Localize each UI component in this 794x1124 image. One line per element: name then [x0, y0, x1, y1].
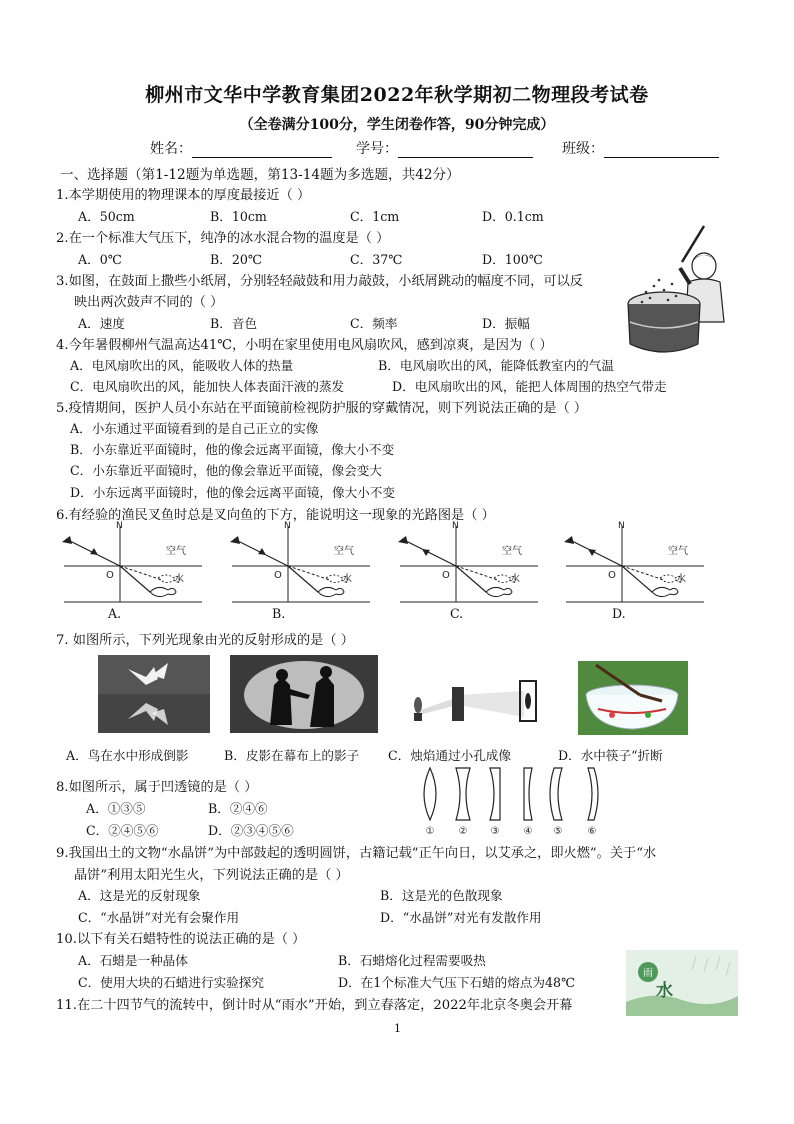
- q3-stem-continued: 映出两次鼓声不同的（ ）: [74, 295, 224, 310]
- q10-option-c: C．使用大块的石蜡进行实验探究: [78, 975, 264, 990]
- q1-option-a: A．50cm: [78, 209, 135, 224]
- q7-option-c: C．烛焰通过小孔成像: [388, 748, 511, 763]
- q4-option-a: A．电风扇吹出的风，能吸收人体的热量: [70, 358, 294, 373]
- normal-label: N: [284, 521, 291, 531]
- exam-title: 柳州市文华中学教育集团2022年秋学期初二物理段考试卷: [145, 84, 649, 106]
- class-label: 班级：: [562, 141, 604, 157]
- exam-subtitle: （全卷满分100分，学生闭卷作答，90分钟完成）: [239, 117, 555, 133]
- drum-illustration: [624, 222, 734, 370]
- lens-set-diagram: [416, 764, 612, 838]
- q3-option-d: D．振幅: [482, 316, 530, 331]
- light-path-diagram-d: [560, 520, 710, 604]
- lens-3-plano-concave: [490, 768, 500, 820]
- yushui-badge-text: 雨: [643, 968, 653, 979]
- q5-option-b: B．小东靠近平面镜时，他的像会远离平面镜，像大小不变: [70, 442, 395, 457]
- q1-option-c: C．1cm: [350, 209, 400, 224]
- light-path-diagram-a: [58, 520, 208, 604]
- q9-option-a: A．这是光的反射现象: [78, 888, 201, 903]
- id-blank: [398, 143, 533, 158]
- q9-option-d: D．“水晶饼”对光有发散作用: [380, 910, 542, 925]
- q8-option-b: B．②④⑥: [208, 801, 268, 816]
- chopsticks-in-bowl-photo: [578, 661, 688, 735]
- water-label: 水: [174, 574, 184, 585]
- yushui-title-text: 水: [656, 981, 673, 1001]
- origin-label: O: [274, 570, 282, 581]
- q8-option-a: A．①③⑤: [86, 801, 146, 816]
- bird-reflection-photo: [98, 655, 210, 733]
- eye-icon: [564, 536, 574, 544]
- air-label: 空气: [334, 546, 354, 557]
- q1-stem: 1.本学期使用的物理课本的厚度最接近（ ）: [56, 188, 311, 203]
- q2-option-c: C．37℃: [350, 252, 403, 267]
- q8-option-d: D．②③④⑤⑥: [208, 823, 294, 838]
- q3-option-c: C．频率: [350, 316, 398, 331]
- q3-option-b: B．音色: [210, 316, 258, 331]
- section-heading: 一、选择题（第1-12题为单选题，第13-14题为多选题，共42分）: [60, 167, 460, 183]
- q1-option-b: B．10cm: [210, 209, 267, 224]
- water-label: 水: [676, 574, 686, 585]
- q5-option-a: A．小东通过平面镜看到的是自己正立的实像: [70, 421, 319, 436]
- lens-label-5: ⑤: [553, 826, 563, 837]
- id-label: 学号：: [356, 141, 398, 157]
- q10-option-b: B．石蜡熔化过程需要吸热: [338, 953, 486, 968]
- yushui-solar-term-image: [626, 950, 738, 1016]
- eye-icon: [230, 536, 240, 544]
- q8-stem: 8.如图所示，属于凹透镜的是（ ）: [56, 780, 258, 795]
- origin-label: O: [608, 570, 616, 581]
- name-blank: [192, 143, 332, 158]
- q5-option-c: C．小东靠近平面镜时，他的像会靠近平面镜，像会变大: [70, 463, 382, 478]
- q6-option-c: C.: [450, 606, 464, 621]
- q5-option-d: D．小东远离平面镜时，他的像会远离平面镜，像大小不变: [70, 485, 395, 500]
- water-label: 水: [342, 574, 352, 585]
- origin-label: O: [106, 570, 114, 581]
- lens-1-biconvex: [424, 768, 436, 820]
- page-number: 1: [394, 1022, 401, 1035]
- q7-option-a: A．鸟在水中形成倒影: [66, 748, 189, 763]
- q9-option-b: B．这是光的色散现象: [380, 888, 503, 903]
- q2-option-a: A．0℃: [78, 252, 122, 267]
- lens-label-2: ②: [458, 826, 468, 837]
- q4-option-c: C．电风扇吹出的风，能加快人体表面汗液的蒸发: [70, 379, 345, 394]
- lens-label-3: ③: [490, 826, 500, 837]
- q4-option-b: B．电风扇吹出的风，能降低教室内的气温: [378, 358, 614, 373]
- q9-stem-continued: 晶饼”利用太阳光生火，下列说法正确的是（ ）: [74, 868, 349, 883]
- shadow-puppet-photo: [230, 655, 378, 733]
- q11-stem: 11.在二十四节气的流转中，倒计时从“雨水”开始，到立春落定，2022年北京冬奥会开幕: [56, 998, 573, 1013]
- q6-stem: 6.有经验的渔民叉鱼时总是叉向鱼的下方，能说明这一现象的光路图是（ ）: [56, 508, 495, 523]
- lens-label-4: ④: [523, 826, 533, 837]
- name-field: [150, 138, 332, 158]
- light-path-diagram-c: [394, 520, 544, 604]
- q7-stem: 7. 如图所示，下列光现象由光的反射形成的是（ ）: [56, 633, 354, 648]
- q4-option-d: D．电风扇吹出的风，能把人体周围的热空气带走: [392, 379, 667, 394]
- lens-2-biconcave: [456, 768, 470, 820]
- lens-5-meniscus: [550, 768, 562, 820]
- origin-label: O: [442, 570, 450, 581]
- normal-label: N: [452, 521, 459, 531]
- q1-option-d: D．0.1cm: [482, 209, 544, 224]
- air-label: 空气: [668, 546, 688, 557]
- q3-option-a: A．速度: [78, 316, 125, 331]
- lens-4-plano-concave: [524, 768, 532, 820]
- q6-option-b: B.: [272, 606, 286, 621]
- q9-stem: 9.我国出土的文物“水晶饼”为中部鼓起的透明圆饼，古籍记载“正午向日，以艾承之，即火燃”。关于“水: [56, 846, 657, 861]
- q10-option-a: A．石蜡是一种晶体: [78, 953, 188, 968]
- q6-option-d: D.: [612, 606, 626, 621]
- pinhole-camera-diagram: [398, 665, 548, 731]
- q9-option-c: C．“水晶饼”对光有会聚作用: [78, 910, 240, 925]
- q6-option-a: A.: [108, 606, 122, 621]
- q2-stem: 2.在一个标准大气压下，纯净的冰水混合物的温度是（ ）: [56, 231, 390, 246]
- air-label: 空气: [502, 546, 522, 557]
- light-path-diagram-b: [226, 520, 376, 604]
- q10-option-d: D．在1个标准大气压下石蜡的熔点为48℃: [338, 975, 576, 990]
- name-label: 姓名：: [150, 141, 192, 157]
- air-label: 空气: [166, 546, 186, 557]
- q7-option-d: D．水中筷子“折断: [558, 748, 663, 763]
- class-blank: [604, 143, 719, 158]
- q5-stem: 5.疫情期间，医护人员小东站在平面镜前检视防护服的穿戴情况，则下列说法正确的是（ ）: [56, 401, 588, 416]
- q10-stem: 10.以下有关石蜡特性的说法正确的是（ ）: [56, 932, 306, 947]
- q3-stem: 3.如图，在鼓面上撒些小纸屑，分别轻轻敲鼓和用力敲鼓，小纸屑跳动的幅度不同，可以反: [56, 274, 583, 289]
- q4-stem: 4.今年暑假柳州气温高达41℃，小明在家里使用电风扇吹风，感到凉爽，是因为（ ）: [56, 338, 553, 353]
- lens-label-6: ⑥: [587, 826, 597, 837]
- id-field: [356, 138, 533, 158]
- normal-label: N: [116, 521, 123, 531]
- class-field: [562, 138, 719, 158]
- normal-label: N: [618, 521, 625, 531]
- water-label: 水: [510, 574, 520, 585]
- lens-label-1: ①: [425, 826, 435, 837]
- q2-option-b: B．20℃: [210, 252, 262, 267]
- lens-6-meniscus: [588, 768, 598, 820]
- eye-icon: [398, 536, 408, 544]
- q8-option-c: C．②④⑤⑥: [86, 823, 159, 838]
- eye-icon: [62, 536, 72, 544]
- q2-option-d: D．100℃: [482, 252, 543, 267]
- q7-option-b: B．皮影在幕布上的影子: [224, 748, 360, 763]
